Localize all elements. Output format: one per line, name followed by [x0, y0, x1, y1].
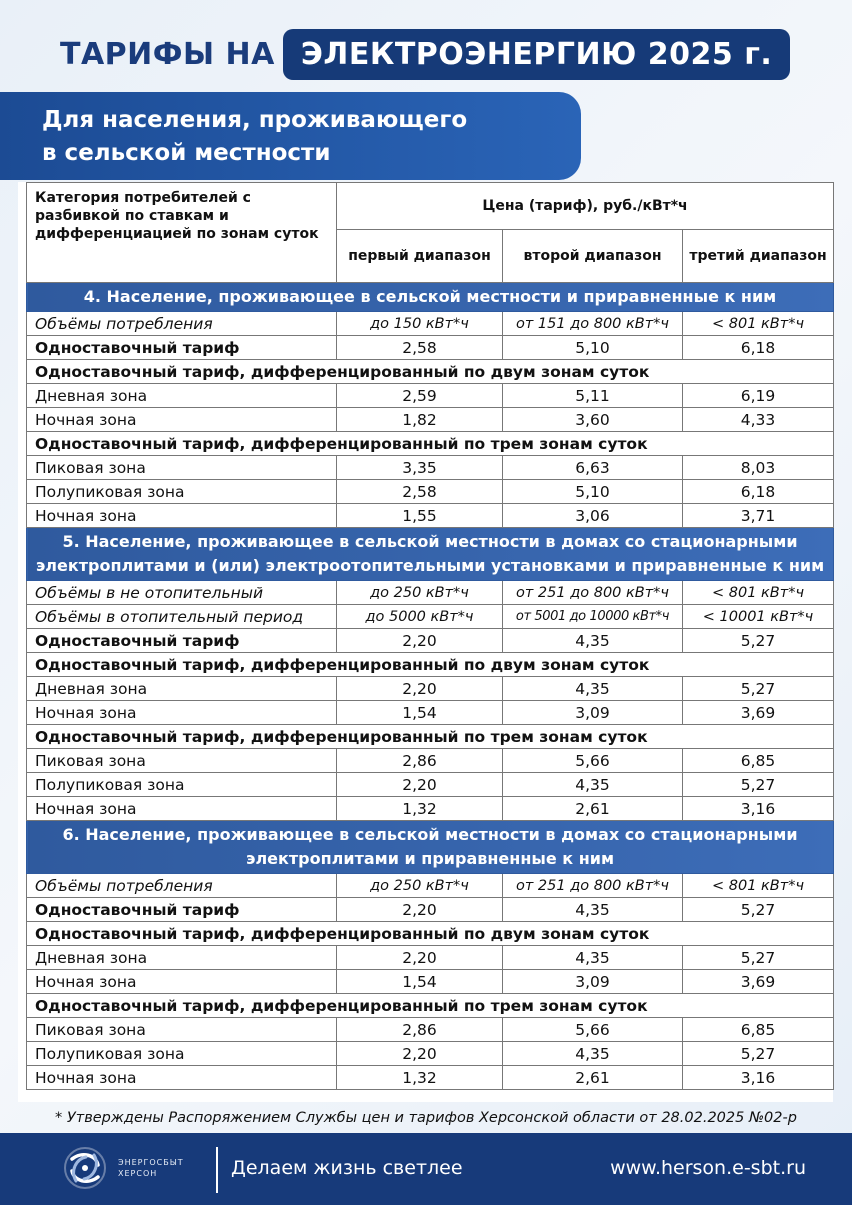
cell-band-1: до 5000 кВт*ч	[337, 605, 503, 629]
row-label: Пиковая зона	[27, 1018, 337, 1042]
row-label: Одноставочный тариф	[27, 629, 337, 653]
header-category: Категория потребителей с разбивкой по ставкам и дифференциацией по зонам суток	[27, 183, 337, 283]
subheading: Одноставочный тариф, дифференцированный по двум зонам суток	[27, 653, 834, 677]
cell-band-2: 4,35	[503, 1042, 683, 1066]
cell-band-3: < 10001 кВт*ч	[683, 605, 834, 629]
cell-band-3: < 801 кВт*ч	[683, 874, 834, 898]
cell-band-2: от 251 до 800 кВт*ч	[503, 581, 683, 605]
row-label: Ночная зона	[27, 1066, 337, 1090]
cell-band-3: 6,85	[683, 749, 834, 773]
cell-band-2: 4,35	[503, 946, 683, 970]
table-row	[27, 629, 834, 653]
subheading: Одноставочный тариф, дифференцированный по двум зонам суток	[27, 922, 834, 946]
cell-band-1: 1,55	[337, 504, 503, 528]
row-label: Ночная зона	[27, 504, 337, 528]
subheading-row	[27, 922, 834, 946]
cell-band-3: 5,27	[683, 677, 834, 701]
table-row	[27, 970, 834, 994]
cell-band-2: от 251 до 800 кВт*ч	[503, 874, 683, 898]
section-row	[27, 283, 834, 312]
section-5-title: 5. Население, проживающее в сельской местности в домах со стационарными электроплитами и (или) электроотопительными установками и приравненные к ним	[27, 528, 834, 581]
row-label: Пиковая зона	[27, 456, 337, 480]
cell-band-1: 2,20	[337, 898, 503, 922]
cell-band-2: 4,35	[503, 629, 683, 653]
row-label: Объёмы в не отопительный	[27, 581, 337, 605]
row-label: Полупиковая зона	[27, 480, 337, 504]
cell-band-1: 2,20	[337, 677, 503, 701]
cell-band-2: 5,10	[503, 336, 683, 360]
cell-band-1: 1,32	[337, 1066, 503, 1090]
cell-band-3: < 801 кВт*ч	[683, 581, 834, 605]
cell-band-2: 5,11	[503, 384, 683, 408]
row-label: Объёмы потребления	[27, 874, 337, 898]
subheading-row	[27, 653, 834, 677]
table-row	[27, 898, 834, 922]
table-row	[27, 1018, 834, 1042]
header-price: Цена (тариф), руб./кВт*ч	[337, 183, 834, 230]
section-row	[27, 821, 834, 874]
cell-band-3: 5,27	[683, 898, 834, 922]
cell-band-3: 6,18	[683, 336, 834, 360]
section-4-title: 4. Население, проживающее в сельской местности и приравненные к ним	[27, 283, 834, 312]
cell-band-3: 5,27	[683, 773, 834, 797]
cell-band-3: 5,27	[683, 629, 834, 653]
cell-band-2: 2,61	[503, 1066, 683, 1090]
subheading-row	[27, 360, 834, 384]
cell-band-2: от 151 до 800 кВт*ч	[503, 312, 683, 336]
row-label: Дневная зона	[27, 384, 337, 408]
cell-band-2: 5,66	[503, 749, 683, 773]
brand-line-2: ХЕРСОН	[118, 1169, 158, 1178]
row-label: Ночная зона	[27, 970, 337, 994]
cell-band-1: 2,20	[337, 629, 503, 653]
cell-band-3: 3,69	[683, 970, 834, 994]
cell-band-3: 6,85	[683, 1018, 834, 1042]
row-label: Дневная зона	[27, 677, 337, 701]
table-row	[27, 874, 834, 898]
cell-band-1: 3,35	[337, 456, 503, 480]
cell-band-1: 2,58	[337, 480, 503, 504]
row-label: Одноставочный тариф	[27, 336, 337, 360]
cell-band-3: < 801 кВт*ч	[683, 312, 834, 336]
table-row	[27, 1066, 834, 1090]
table-row	[27, 946, 834, 970]
subheading: Одноставочный тариф, дифференцированный по трем зонам суток	[27, 994, 834, 1018]
cell-band-1: до 150 кВт*ч	[337, 312, 503, 336]
table-row	[27, 312, 834, 336]
cell-band-1: 1,82	[337, 408, 503, 432]
subheading: Одноставочный тариф, дифференцированный по трем зонам суток	[27, 432, 834, 456]
cell-band-2: 3,09	[503, 970, 683, 994]
table-row	[27, 336, 834, 360]
footer-divider	[216, 1147, 218, 1193]
footer-bar	[0, 1133, 852, 1205]
website-link[interactable]: www.herson.e-sbt.ru	[610, 1157, 806, 1179]
cell-band-1: 2,59	[337, 384, 503, 408]
table-row	[27, 384, 834, 408]
cell-band-3: 6,18	[683, 480, 834, 504]
row-label: Полупиковая зона	[27, 773, 337, 797]
section-row	[27, 528, 834, 581]
cell-band-2: 4,35	[503, 677, 683, 701]
cell-band-2: 3,06	[503, 504, 683, 528]
subheading-row	[27, 432, 834, 456]
row-label: Пиковая зона	[27, 749, 337, 773]
title-left: ТАРИФЫ НА	[60, 36, 275, 72]
cell-band-3: 5,27	[683, 946, 834, 970]
tariff-table	[26, 182, 834, 1090]
section-6-title: 6. Население, проживающее в сельской местности в домах со стационарными электроплитами и приравненные к ним	[27, 821, 834, 874]
subtitle-banner	[0, 92, 581, 180]
page-title	[60, 26, 790, 82]
table-row	[27, 456, 834, 480]
table-row	[27, 581, 834, 605]
cell-band-2: 2,61	[503, 797, 683, 821]
brand-name	[118, 1157, 184, 1179]
table-row	[27, 797, 834, 821]
table-row	[27, 504, 834, 528]
cell-band-1: 2,20	[337, 773, 503, 797]
cell-band-2: 5,10	[503, 480, 683, 504]
table-row	[27, 605, 834, 629]
header-band-1: первый диапазон	[337, 230, 503, 283]
row-label: Ночная зона	[27, 408, 337, 432]
table-row	[27, 773, 834, 797]
row-label: Ночная зона	[27, 701, 337, 725]
brand-line-1: ЭНЕРГОСБЫТ	[118, 1158, 184, 1167]
cell-band-3: 8,03	[683, 456, 834, 480]
cell-band-1: 2,20	[337, 946, 503, 970]
cell-band-3: 3,71	[683, 504, 834, 528]
cell-band-1: до 250 кВт*ч	[337, 581, 503, 605]
cell-band-2: 4,35	[503, 898, 683, 922]
cell-band-1: до 250 кВт*ч	[337, 874, 503, 898]
cell-band-1: 2,86	[337, 1018, 503, 1042]
subheading-row	[27, 725, 834, 749]
cell-band-2: от 5001 до 10000 кВт*ч	[503, 605, 683, 629]
cell-band-1: 1,54	[337, 701, 503, 725]
subtitle-line-1: Для населения, проживающего	[42, 107, 468, 133]
header-band-3: третий диапазон	[683, 230, 834, 283]
row-label: Объёмы в отопительный период	[27, 605, 337, 629]
footnote: * Утверждены Распоряжением Службы цен и тарифов Херсонской области от 28.02.2025 №02-р	[55, 1110, 797, 1126]
cell-band-2: 5,66	[503, 1018, 683, 1042]
cell-band-2: 4,35	[503, 773, 683, 797]
table-row	[27, 1042, 834, 1066]
cell-band-1: 2,58	[337, 336, 503, 360]
cell-band-3: 3,16	[683, 797, 834, 821]
tariff-table-container	[18, 182, 833, 1102]
header-row	[27, 183, 834, 230]
cell-band-2: 3,09	[503, 701, 683, 725]
cell-band-1: 2,20	[337, 1042, 503, 1066]
table-row	[27, 408, 834, 432]
cell-band-2: 3,60	[503, 408, 683, 432]
energosbyt-logo-icon	[62, 1145, 108, 1195]
table-row	[27, 677, 834, 701]
cell-band-3: 4,33	[683, 408, 834, 432]
cell-band-3: 3,16	[683, 1066, 834, 1090]
row-label: Дневная зона	[27, 946, 337, 970]
row-label: Полупиковая зона	[27, 1042, 337, 1066]
table-row	[27, 480, 834, 504]
title-right-badge: ЭЛЕКТРОЭНЕРГИЮ 2025 г.	[283, 29, 790, 80]
cell-band-1: 1,32	[337, 797, 503, 821]
subheading: Одноставочный тариф, дифференцированный по трем зонам суток	[27, 725, 834, 749]
table-row	[27, 749, 834, 773]
row-label: Одноставочный тариф	[27, 898, 337, 922]
cell-band-2: 6,63	[503, 456, 683, 480]
cell-band-1: 1,54	[337, 970, 503, 994]
cell-band-1: 2,86	[337, 749, 503, 773]
header-band-2: второй диапазон	[503, 230, 683, 283]
row-label: Ночная зона	[27, 797, 337, 821]
row-label: Объёмы потребления	[27, 312, 337, 336]
subheading-row	[27, 994, 834, 1018]
slogan: Делаем жизнь светлее	[231, 1157, 463, 1179]
subheading: Одноставочный тариф, дифференцированный по двум зонам суток	[27, 360, 834, 384]
table-row	[27, 701, 834, 725]
subtitle-line-2: в сельской местности	[42, 140, 331, 166]
cell-band-3: 6,19	[683, 384, 834, 408]
cell-band-3: 3,69	[683, 701, 834, 725]
cell-band-3: 5,27	[683, 1042, 834, 1066]
